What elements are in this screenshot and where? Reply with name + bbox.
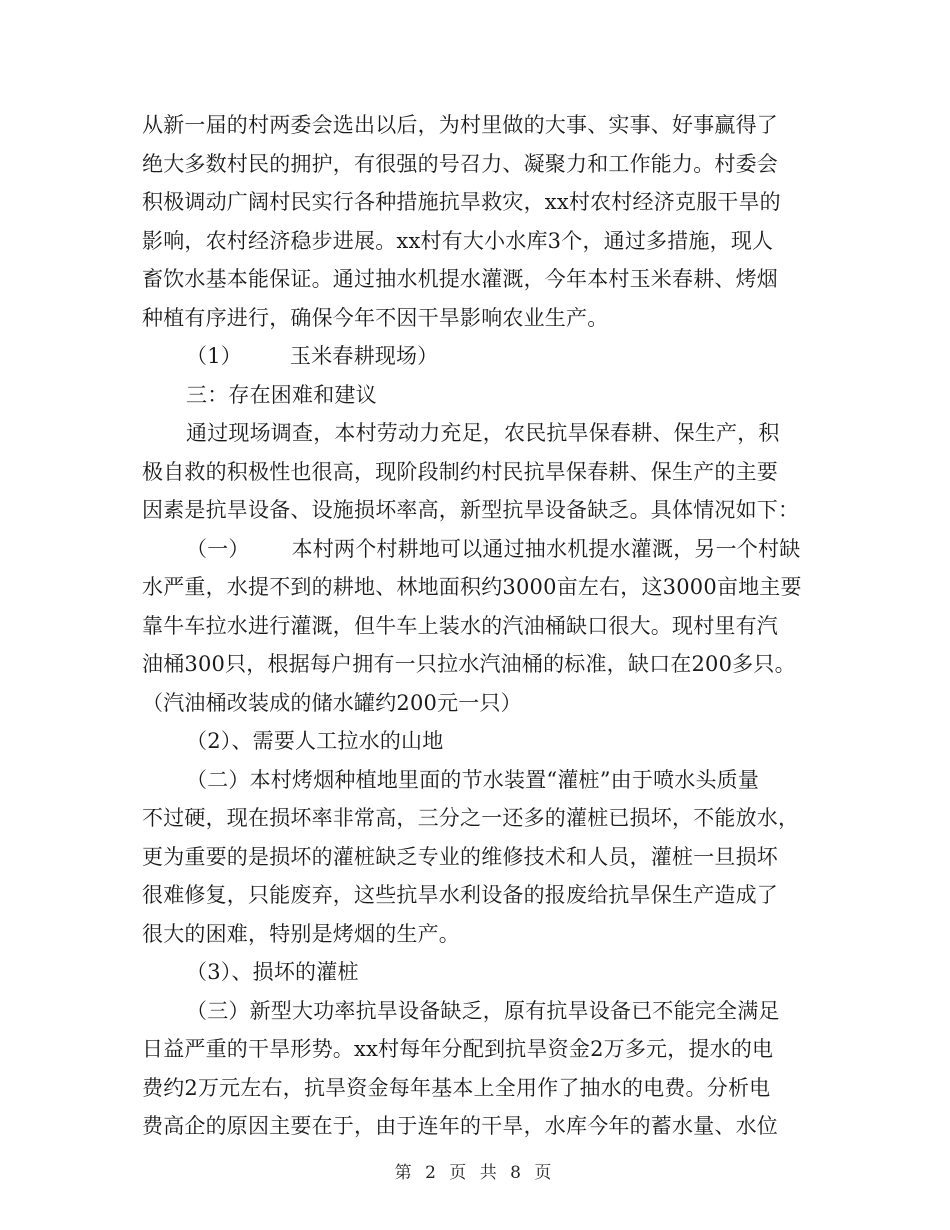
text-line: （汽油桶改装成的储水罐约200元一只） bbox=[142, 690, 522, 715]
item-text: 本村两个村耕地可以通过抽水机提水灌溉，另一个村缺 bbox=[291, 536, 801, 561]
item-number: （一） bbox=[186, 536, 250, 561]
text-line: 更为重要的是损坏的灌桩缺乏专业的维修技术和人员，灌桩一旦损坏 bbox=[142, 844, 778, 869]
text-line: 积极调动广阔村民实行各种措施抗旱救灾，xx村农村经济克服干旱的 bbox=[142, 190, 781, 214]
paragraph-first-line: 通过现场调查，本村劳动力充足，农民抗旱保春耕、保生产，积 bbox=[186, 421, 780, 445]
page-number-footer: 第 2 页 共 8 页 bbox=[394, 1163, 556, 1183]
text-line: 靠牛车拉水进行灌溉，但牛车上装水的汽油桶缺口很大。现村里有汽 bbox=[142, 613, 778, 638]
text-line: 日益严重的干旱形势。xx村每年分配到抗旱资金2万多元，提水的电 bbox=[142, 1037, 774, 1061]
text-line: 水严重，水提不到的耕地、林地面积约3000亩左右，这3000亩地主要 bbox=[142, 575, 802, 599]
caption-text: 玉米春耕现场） bbox=[289, 344, 439, 368]
section-heading: 三：存在困难和建议 bbox=[186, 382, 377, 407]
text-line: 费约2万元左右，抗旱资金每年基本上全用作了抽水的电费。分析电 bbox=[142, 1075, 771, 1100]
text-line: 极自救的积极性也很高，现阶段制约村民抗旱保春耕、保生产的主要 bbox=[142, 459, 778, 484]
figure-caption-3: （3）、损坏的灌桩 bbox=[186, 960, 359, 984]
text-line: 很难修复，只能废弃，这些抗旱水利设备的报废给抗旱保生产造成了 bbox=[142, 883, 778, 907]
text-line: 因素是抗旱设备、设施损坏率高，新型抗旱设备缺乏。具体情况如下： bbox=[142, 498, 800, 522]
text-line: 费高企的原因主要在于，由于连年的干旱，水库今年的蓄水量、水位 bbox=[142, 1114, 778, 1138]
text-line: 很大的困难，特别是烤烟的生产。 bbox=[142, 921, 460, 946]
figure-caption-1 bbox=[142, 337, 812, 376]
text-line: 种植有序进行，确保今年不因干旱影响农业生产。 bbox=[142, 305, 609, 330]
text-line: 不过硬，现在损坏率非常高，三分之一还多的灌桩已损坏，不能放水， bbox=[142, 806, 800, 830]
figure-caption-2: （2）、需要人工拉水的山地 bbox=[186, 729, 444, 753]
caption-number: （1） bbox=[186, 344, 242, 368]
item-1-first-line bbox=[142, 530, 812, 569]
text-line: 从新一届的村两委会选出以后，为村里做的大事、实事、好事赢得了 bbox=[142, 113, 778, 137]
text-line: 油桶300只，根据每户拥有一只拉水汽油桶的标准，缺口在200多只。 bbox=[142, 652, 796, 676]
text-line: 畜饮水基本能保证。通过抽水机提水灌溉，今年本村玉米春耕、烤烟 bbox=[142, 267, 778, 291]
text-line: 绝大多数村民的拥护，有很强的号召力、凝聚力和工作能力。村委会 bbox=[142, 151, 778, 176]
item-2-first-line: （二）本村烤烟种植地里面的节水装置“灌桩”由于喷水头质量 bbox=[186, 767, 760, 792]
text-line: 影响，农村经济稳步进展。xx村有大小水库3个，通过多措施，现人 bbox=[142, 228, 774, 253]
item-3-first-line: （三）新型大功率抗旱设备缺乏，原有抗旱设备已不能完全满足 bbox=[186, 998, 780, 1023]
document-body bbox=[142, 106, 812, 1146]
